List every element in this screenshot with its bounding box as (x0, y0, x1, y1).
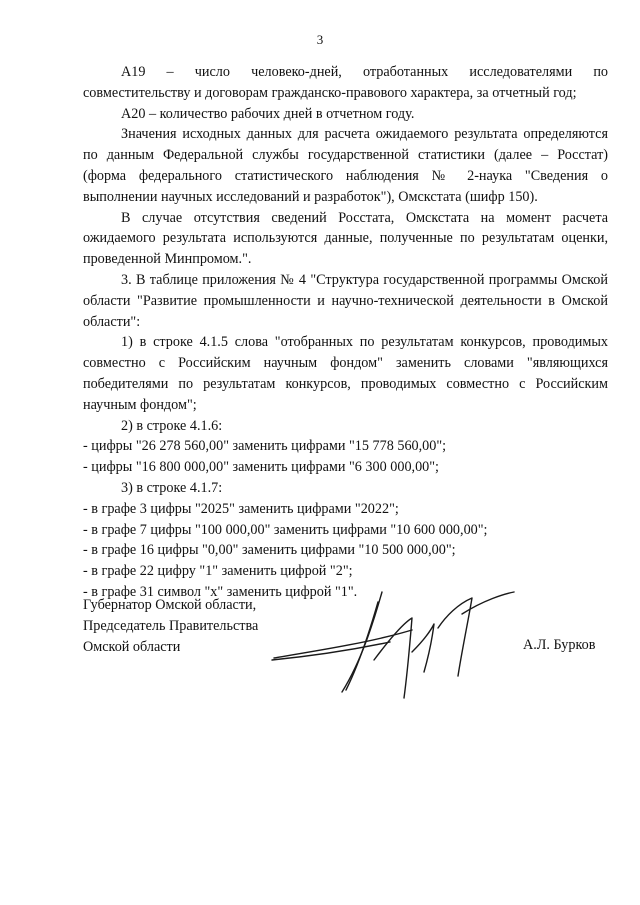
line-row-4-1-7: 3) в строке 4.1.7: (121, 479, 223, 496)
document-body (83, 62, 608, 603)
signatory-title-line-1: Губернатор Омской области, (83, 597, 257, 613)
paragraph-a20: А20 – количество рабочих дней в отчетном году. (121, 105, 415, 122)
line-change-5: - в графе 16 цифры "0,00" заменить цифрами "10 500 000,00"; (83, 542, 456, 559)
signatory-title-line-3: Омской области (83, 638, 181, 655)
paragraph-absence-of-data: В случае отсутствия сведений Росстата, Омскстата на момент расчета ожидаемого результата используются данные, полученные по результатам оценки, проведенной Минпромом.". (83, 209, 608, 268)
line-change-6: - в графе 22 цифру "1" заменить цифрой "2"; (83, 563, 353, 580)
signatory-title-line-2: Председатель Правительства (83, 617, 259, 634)
line-change-7: - в графе 31 символ "х" заменить цифрой "1". (83, 583, 358, 600)
line-change-1: - цифры "26 278 560,00" заменить цифрами "15 778 560,00"; (83, 438, 447, 455)
signatory-title (83, 595, 258, 657)
line-row-4-1-6: 2) в строке 4.1.6: (121, 417, 223, 434)
paragraph-source-values: Значения исходных данных для расчета ожидаемого результата определяются по данным Федеральной службы государственной статистики (далее – Росстат) (форма федерального статистического наблюдения № 2-наука "Сведения о выполнении научных исследований и разработок"), Омскстата (шифр 150). (83, 126, 608, 205)
line-change-3: - в графе 3 цифры "2025" заменить цифрами "2022"; (83, 500, 399, 517)
paragraph-row-4-1-5: 1) в строке 4.1.5 слова "отобранных по результатам конкурсов, проводимых совместно с Российским научным фондом" заменить словами "являющихся победителями по результатам конкурсов, проводимых совместно с Российским научным фондом"; (83, 334, 608, 413)
signatory-name: А.Л. Бурков (523, 637, 596, 653)
page-number: 3 (316, 32, 324, 47)
line-change-2: - цифры "16 800 000,00" заменить цифрами "6 300 000,00"; (83, 459, 440, 476)
handwritten-signature (262, 580, 522, 700)
paragraph-item-3: 3. В таблице приложения № 4 "Структура государственной программы Омской области "Развитие промышленности и научно-технической деятельности в Омской области": (83, 271, 608, 330)
paragraph-a19: А19 – число человеко-дней, отработанных исследователями по совместительству и договорам гражданско-правового характера, за отчетный год; (83, 64, 608, 101)
line-change-4: - в графе 7 цифры "100 000,00" заменить цифрами "10 600 000,00"; (83, 521, 488, 538)
